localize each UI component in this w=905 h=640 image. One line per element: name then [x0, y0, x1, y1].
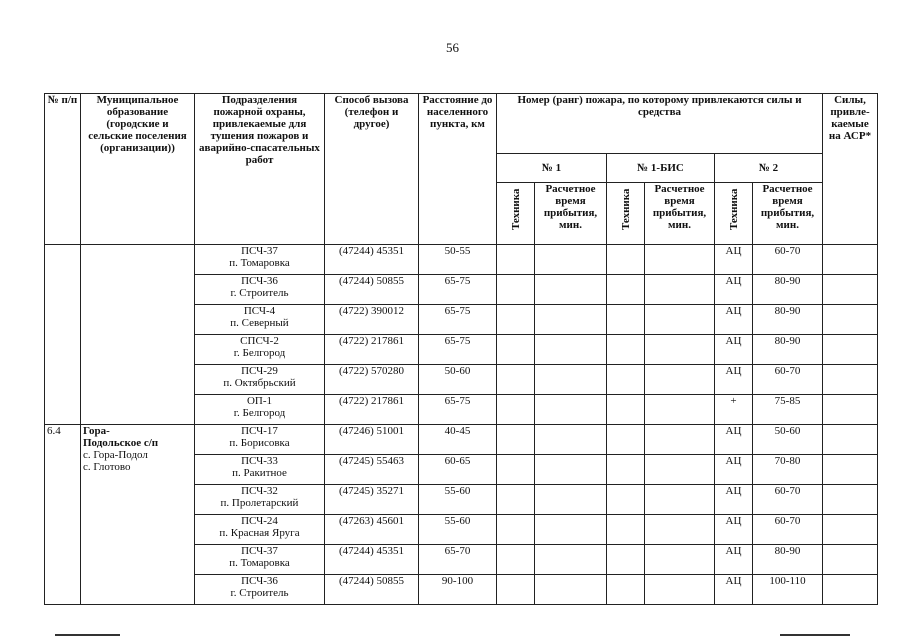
time-1-cell — [535, 545, 607, 575]
asr-cell — [823, 245, 878, 275]
unit-cell — [195, 395, 325, 425]
tech-1-cell — [497, 455, 535, 485]
tech-1bis-cell — [607, 515, 645, 545]
unit-place: п. Ракитное — [232, 467, 287, 479]
unit-cell — [195, 365, 325, 395]
unit-name: ПСЧ-29 — [241, 365, 278, 377]
time-1-cell — [535, 275, 607, 305]
time-2-cell: 70-80 — [753, 455, 823, 485]
header-tech-1bis: Техника — [607, 183, 645, 245]
tech-2-cell: АЦ — [715, 245, 753, 275]
header-distance: Расстояние до населенного пункта, км — [419, 94, 497, 245]
unit-place: г. Белгород — [233, 347, 286, 359]
tech-1bis-cell — [607, 575, 645, 605]
time-1-cell — [535, 455, 607, 485]
asr-cell — [823, 545, 878, 575]
row-num-cell: 6.4 — [45, 425, 81, 605]
tech-1bis-cell — [607, 455, 645, 485]
header-num: № п/п — [45, 94, 81, 245]
time-2-cell: 50-60 — [753, 425, 823, 455]
time-2-cell: 75-85 — [753, 395, 823, 425]
asr-cell — [823, 425, 878, 455]
time-1bis-cell — [645, 275, 715, 305]
tech-1-cell — [497, 395, 535, 425]
time-1-cell — [535, 305, 607, 335]
row-num-cell — [45, 245, 81, 425]
unit-name: ПСЧ-33 — [241, 455, 278, 467]
unit-place: п. Пролетарский — [220, 497, 299, 509]
header-call: Способ вызова (телефон и другое) — [325, 94, 419, 245]
tech-1-cell — [497, 305, 535, 335]
tech-1bis-cell — [607, 245, 645, 275]
tech-1bis-cell — [607, 485, 645, 515]
tech-1-cell — [497, 275, 535, 305]
tech-1-cell — [497, 335, 535, 365]
unit-name: ПСЧ-17 — [241, 425, 278, 437]
table-body — [45, 245, 878, 605]
distance-cell: 65-75 — [419, 395, 497, 425]
tech-2-cell: АЦ — [715, 485, 753, 515]
time-1bis-cell — [645, 515, 715, 545]
group-name-line1: Гора- — [83, 425, 110, 437]
tech-2-cell: АЦ — [715, 455, 753, 485]
distance-cell: 40-45 — [419, 425, 497, 455]
time-2-cell: 80-90 — [753, 305, 823, 335]
header-time-1: Расчетное время прибытия, мин. — [535, 183, 607, 245]
header-time-1bis: Расчетное время прибытия, мин. — [645, 183, 715, 245]
unit-place: п. Томаровка — [229, 557, 290, 569]
unit-name: ПСЧ-32 — [241, 485, 278, 497]
distance-cell: 55-60 — [419, 515, 497, 545]
unit-cell — [195, 275, 325, 305]
unit-name: ПСЧ-37 — [241, 245, 278, 257]
asr-cell — [823, 485, 878, 515]
tech-2-cell: АЦ — [715, 515, 753, 545]
time-1-cell — [535, 245, 607, 275]
distance-cell: 90-100 — [419, 575, 497, 605]
tech-2-cell: + — [715, 395, 753, 425]
unit-name: ПСЧ-24 — [241, 515, 278, 527]
unit-place: п. Борисовка — [229, 437, 290, 449]
unit-place: г. Строитель — [230, 287, 289, 299]
header-rank: Номер (ранг) пожара, по которому привлекаются силы и средства — [497, 94, 823, 154]
tech-1-cell — [497, 425, 535, 455]
asr-cell — [823, 335, 878, 365]
tech-2-cell: АЦ — [715, 425, 753, 455]
phone-cell: (47263) 45601 — [325, 515, 419, 545]
asr-cell — [823, 575, 878, 605]
unit-name: СПСЧ-2 — [240, 335, 279, 347]
unit-name: ПСЧ-36 — [241, 575, 278, 587]
time-2-cell: 60-70 — [753, 365, 823, 395]
time-1bis-cell — [645, 335, 715, 365]
time-1bis-cell — [645, 455, 715, 485]
unit-cell — [195, 455, 325, 485]
asr-cell — [823, 305, 878, 335]
tech-1bis-cell — [607, 275, 645, 305]
tech-1-cell — [497, 515, 535, 545]
header-rank-1: № 1 — [497, 154, 607, 183]
phone-cell: (47244) 45351 — [325, 545, 419, 575]
header-rank-2: № 2 — [715, 154, 823, 183]
fire-forces-table — [44, 93, 878, 605]
unit-name: ОП-1 — [246, 395, 273, 407]
unit-place: г. Белгород — [233, 407, 286, 419]
asr-cell — [823, 515, 878, 545]
phone-cell: (47245) 35271 — [325, 485, 419, 515]
time-2-cell: 60-70 — [753, 485, 823, 515]
phone-cell: (47246) 51001 — [325, 425, 419, 455]
unit-place: п. Октябрьский — [223, 377, 296, 389]
header-rank-1bis: № 1-БИС — [607, 154, 715, 183]
tech-1bis-cell — [607, 425, 645, 455]
phone-cell: (4722) 217861 — [325, 395, 419, 425]
unit-cell — [195, 545, 325, 575]
tech-1bis-cell — [607, 395, 645, 425]
tech-2-cell: АЦ — [715, 365, 753, 395]
header-tech-1: Техника — [497, 183, 535, 245]
distance-cell: 50-55 — [419, 245, 497, 275]
tech-1-cell — [497, 545, 535, 575]
tech-1bis-cell — [607, 305, 645, 335]
time-1-cell — [535, 365, 607, 395]
group-name-line2: Подольское с/п — [83, 437, 159, 449]
unit-name: ПСЧ-36 — [241, 275, 278, 287]
tech-1-cell — [497, 245, 535, 275]
unit-place: п. Томаровка — [229, 257, 290, 269]
distance-cell: 65-75 — [419, 305, 497, 335]
distance-cell: 50-60 — [419, 365, 497, 395]
unit-name: ПСЧ-4 — [243, 305, 276, 317]
time-1-cell — [535, 395, 607, 425]
phone-cell: (47244) 45351 — [325, 245, 419, 275]
header-tech-2: Техника — [715, 183, 753, 245]
time-1bis-cell — [645, 395, 715, 425]
header-municipal: Муниципальное образование (городские и сельские поселения (организации)) — [81, 94, 195, 245]
unit-cell — [195, 425, 325, 455]
row-municipal-cell — [81, 245, 195, 425]
header-time-2: Расчетное время прибытия, мин. — [753, 183, 823, 245]
tech-1bis-cell — [607, 335, 645, 365]
distance-cell: 60-65 — [419, 455, 497, 485]
time-1-cell — [535, 485, 607, 515]
group-location-2: с. Глотово — [83, 461, 131, 473]
unit-cell — [195, 485, 325, 515]
unit-place: п. Северный — [230, 317, 289, 329]
table-row — [45, 245, 878, 275]
unit-cell — [195, 305, 325, 335]
phone-cell: (4722) 390012 — [325, 305, 419, 335]
phone-cell: (47244) 50855 — [325, 575, 419, 605]
distance-cell: 65-75 — [419, 275, 497, 305]
asr-cell — [823, 275, 878, 305]
phone-cell: (47244) 50855 — [325, 275, 419, 305]
unit-name: ПСЧ-37 — [241, 545, 278, 557]
distance-cell: 55-60 — [419, 485, 497, 515]
group-location-1: с. Гора-Подол — [83, 449, 148, 461]
time-1-cell — [535, 515, 607, 545]
tech-2-cell: АЦ — [715, 575, 753, 605]
page-number: 56 — [446, 40, 459, 55]
time-2-cell: 60-70 — [753, 515, 823, 545]
unit-place: г. Строитель — [230, 587, 289, 599]
time-2-cell: 80-90 — [753, 275, 823, 305]
time-1bis-cell — [645, 365, 715, 395]
header-units: Подразделения пожарной охраны, привлекаемые для тушения пожаров и аварийно-спасательных работ — [195, 94, 325, 245]
tech-1-cell — [497, 485, 535, 515]
asr-cell — [823, 395, 878, 425]
time-1bis-cell — [645, 485, 715, 515]
time-1bis-cell — [645, 545, 715, 575]
tech-2-cell: АЦ — [715, 275, 753, 305]
tech-2-cell: АЦ — [715, 545, 753, 575]
unit-cell — [195, 245, 325, 275]
tech-1-cell — [497, 365, 535, 395]
asr-cell — [823, 455, 878, 485]
tech-1-cell — [497, 575, 535, 605]
footer-rule-right — [780, 634, 850, 636]
time-2-cell: 100-110 — [753, 575, 823, 605]
distance-cell: 65-70 — [419, 545, 497, 575]
time-2-cell: 80-90 — [753, 335, 823, 365]
time-1bis-cell — [645, 575, 715, 605]
time-2-cell: 80-90 — [753, 545, 823, 575]
tech-2-cell: АЦ — [715, 335, 753, 365]
asr-cell — [823, 365, 878, 395]
time-1bis-cell — [645, 305, 715, 335]
tech-2-cell: АЦ — [715, 305, 753, 335]
tech-1bis-cell — [607, 545, 645, 575]
time-1bis-cell — [645, 425, 715, 455]
table-row — [45, 425, 878, 455]
distance-cell: 65-75 — [419, 335, 497, 365]
phone-cell: (4722) 217861 — [325, 335, 419, 365]
row-municipal-cell — [81, 425, 195, 605]
unit-place: п. Красная Яруга — [219, 527, 300, 539]
time-1-cell — [535, 575, 607, 605]
unit-cell — [195, 335, 325, 365]
time-1-cell — [535, 335, 607, 365]
unit-cell — [195, 575, 325, 605]
unit-cell — [195, 515, 325, 545]
phone-cell: (4722) 570280 — [325, 365, 419, 395]
footer-rule-left — [55, 634, 120, 636]
header-asr: Силы, привле-каемые на АСР* — [823, 94, 878, 245]
phone-cell: (47245) 55463 — [325, 455, 419, 485]
time-2-cell: 60-70 — [753, 245, 823, 275]
time-1bis-cell — [645, 245, 715, 275]
tech-1bis-cell — [607, 365, 645, 395]
time-1-cell — [535, 425, 607, 455]
